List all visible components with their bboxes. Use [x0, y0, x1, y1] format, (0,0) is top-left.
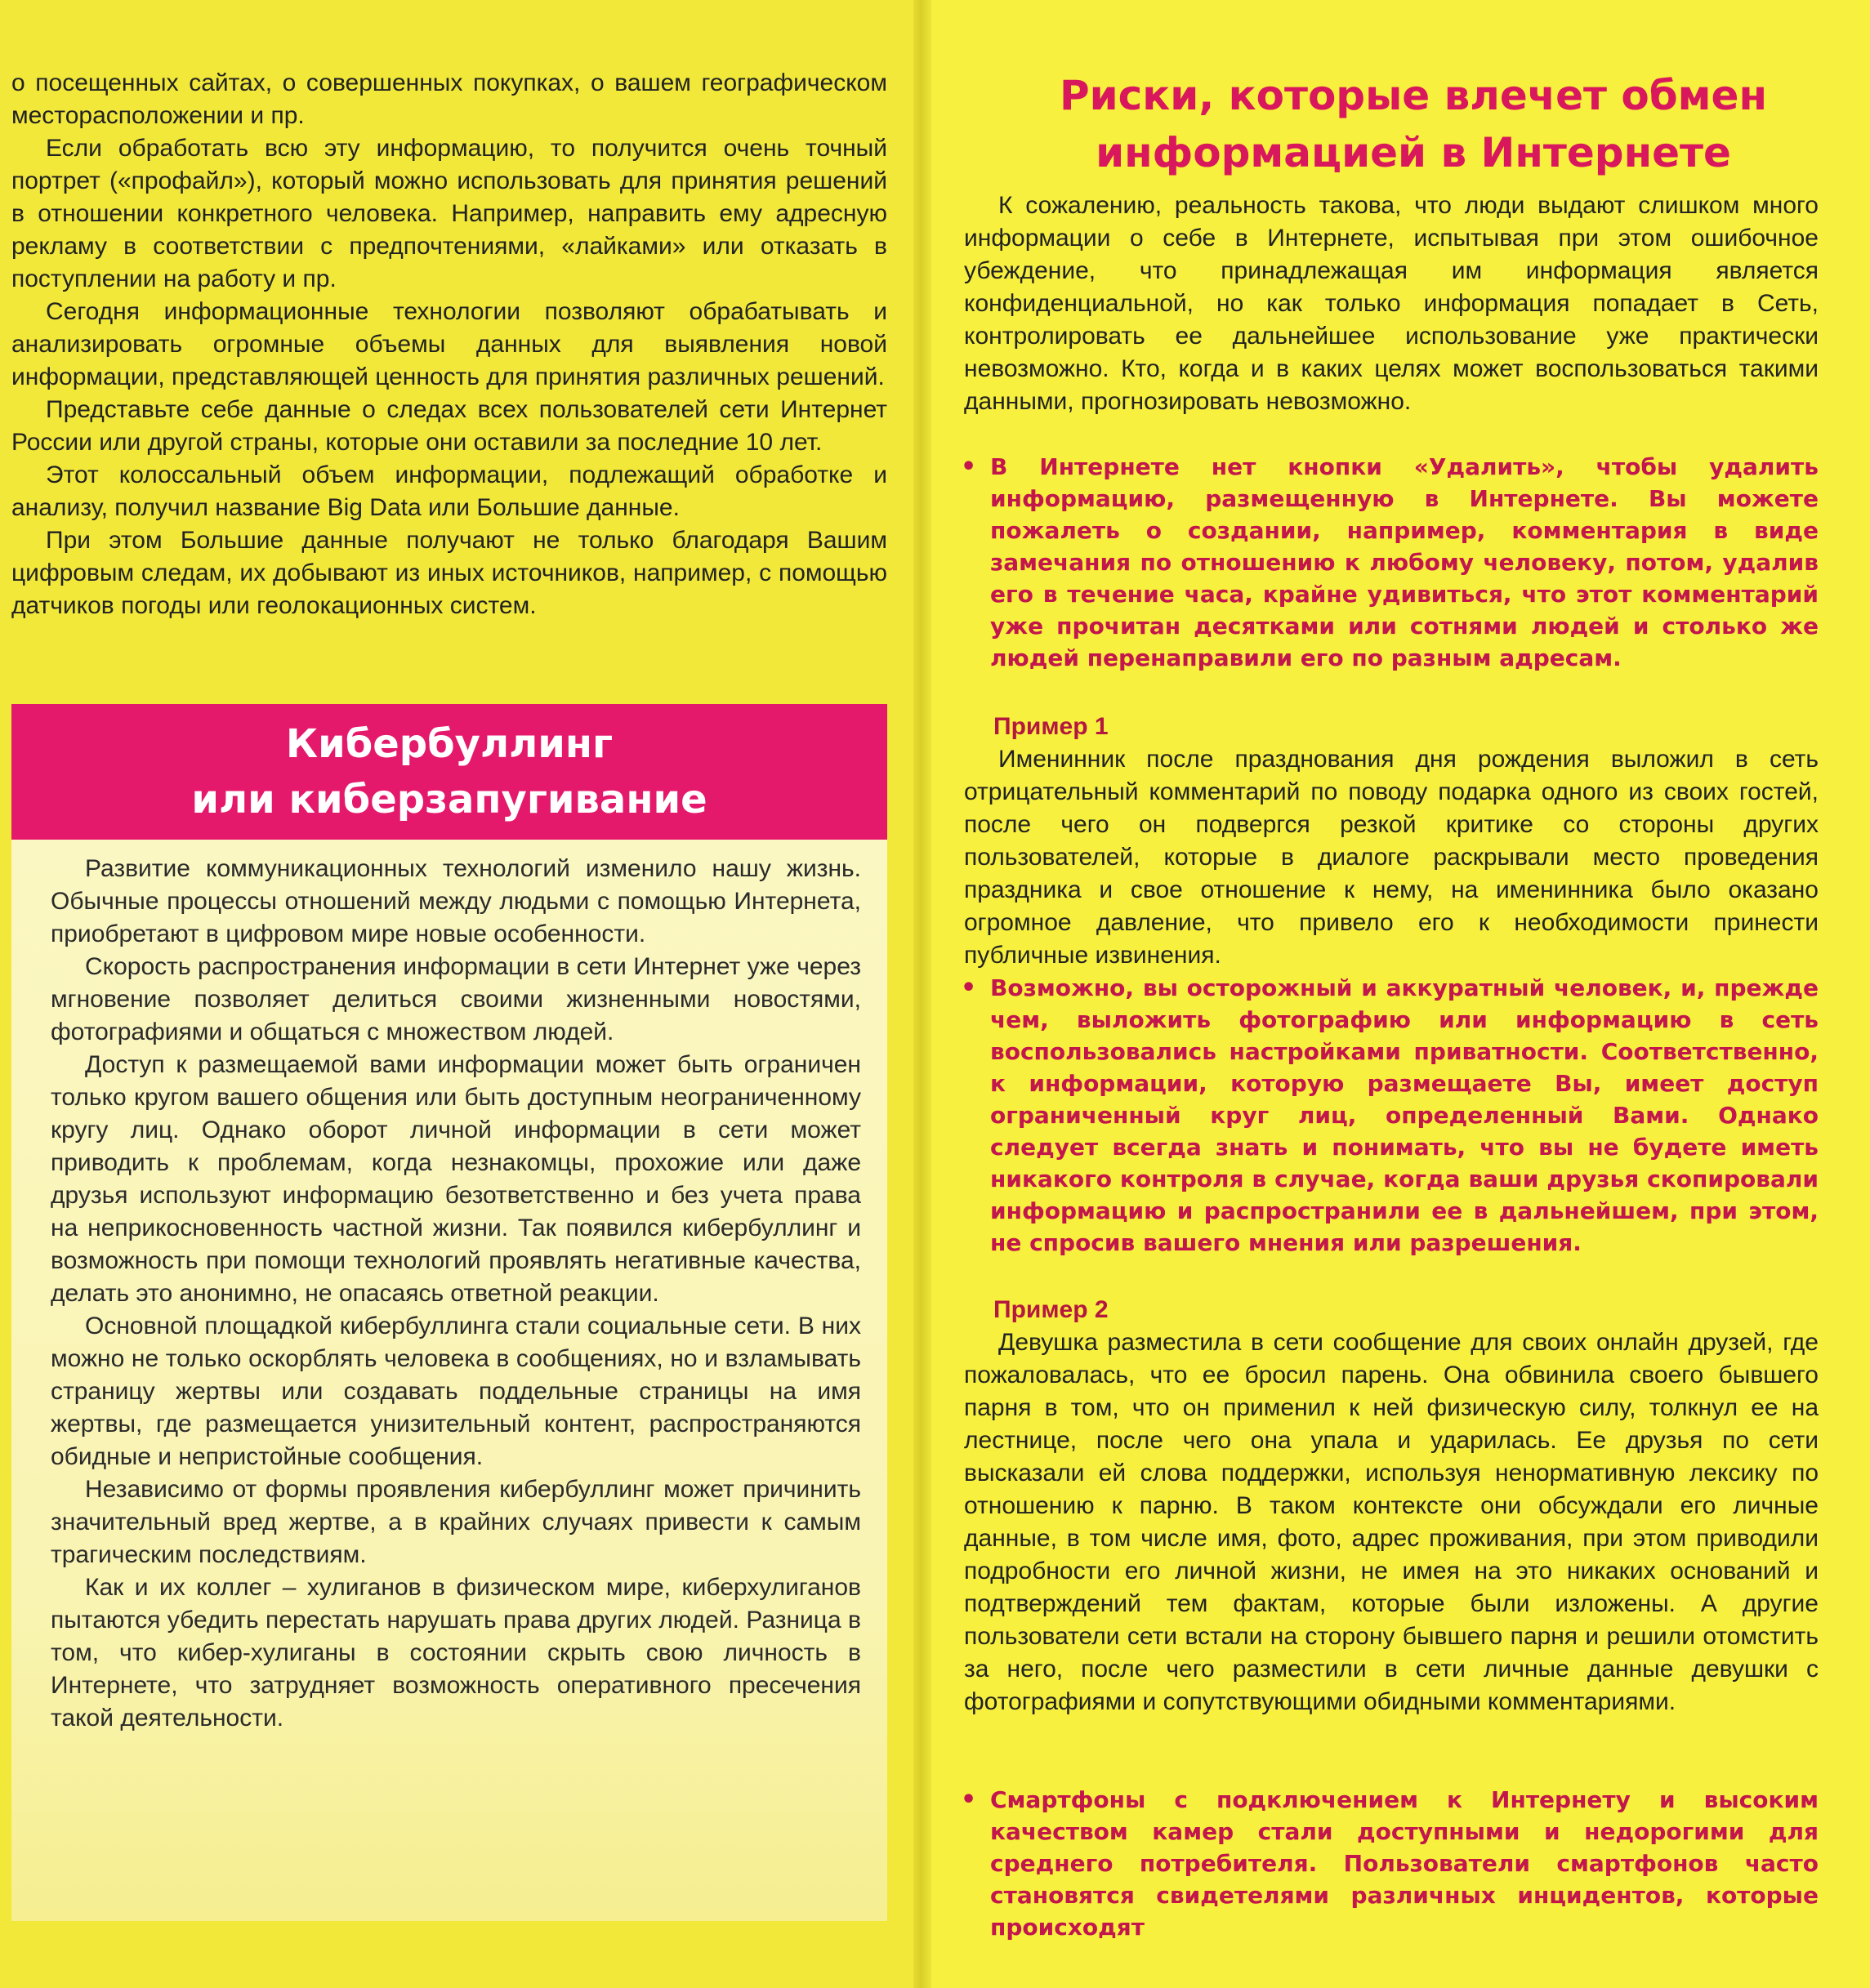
paragraph: Этот колоссальный объем информации, подлежащий обработке и анализу, получил название Big Data или Большие данные.	[11, 461, 887, 521]
page-title	[980, 67, 1846, 181]
right-intro	[964, 189, 1819, 418]
paragraph: Девушка разместила в сети сообщение для своих онлайн друзей, где пожаловалась, что ее бросил парень. Она обвинила своего бывшего парня в том, что он применил к ней физическую силу, толкнул ее на лестнице, после чего она упала и ударилась. Ее друзья по сети высказали ей слова поддержки, используя ненормативную лексику по отношению к парню. В таком контексте они обсуждали его личные данные, в том числе имя, фото, адрес проживания, при этом приводили подробности его личной жизни, не имея на это никаких оснований и подтверждений тем фактам, которые были изложены. А другие пользователи сети встали на сторону бывшего парня и решили отомстить за него, после чего разместили в сети личные данные девушки с фотографиями и сопутствующими обидными комментариями.	[964, 1329, 1819, 1715]
banner-title-line1: Кибербуллинг	[285, 721, 614, 767]
paragraph: Как и их коллег – хулиганов в физическом мире, киберхулиганов пытаются убедить перестать нарушать права других людей. Разница в том, что кибер-хулиганы в состоянии скрыть свою личность в Интернете, что затрудняет возможность оперативного пресечения такой деятельности.	[51, 1574, 861, 1732]
paragraph: Представьте себе данные о следах всех пользователей сети Интернет России или другой страны, которые они оставили за последние 10 лет.	[11, 396, 887, 456]
bullet-item	[961, 972, 1819, 1259]
paragraph: К сожалению, реальность такова, что люди выдают слишком много информации о себе в Интернете, испытывая при этом ошибочное убеждение, что принадлежащая им информация является конфиденциальной, но как только информация попадает в Сеть, контролировать ее дальнейшее использование уже практически невозможно. Кто, когда и в каких целях может воспользоваться такими данными, прогнозировать невозможно.	[964, 192, 1819, 415]
paragraph: Основной площадкой кибербуллинга стали социальные сети. В них можно не только оскорблять человека в сообщениях, но и взламывать страницу жертвы или создавать поддельные страницы на имя жертвы, где размещается унизительный контент, распространяются обидные и непристойные сообщения.	[51, 1313, 861, 1470]
page-fold	[913, 0, 931, 1988]
paragraph: Независимо от формы проявления кибербуллинг может причинить значительный вред жертве, а в крайних случаях привести к самым трагическим последствиям.	[51, 1476, 861, 1568]
paragraph: Если обработать всю эту информацию, то получится очень точный портрет («профайл»), который можно использовать для принятия решений в отношении конкретного человека. Например, направить ему адресную рекламу в соответствии с предпочтениями, «лайками» или отказать в поступлении на работу и пр.	[11, 135, 887, 292]
bullet-dot-icon: •	[961, 452, 977, 481]
cyberbullying-text-box	[11, 840, 887, 1921]
example-label: Пример 1	[993, 713, 1109, 740]
section-banner	[11, 704, 887, 840]
bullet-dot-icon: •	[961, 1785, 977, 1814]
left-page	[0, 0, 915, 1988]
paragraph: Сегодня информационные технологии позволяют обрабатывать и анализировать огромные объемы данных для выявления новой информации, представляющей ценность для принятия различных решений.	[11, 298, 887, 390]
title-line2: информацией в Интернете	[1096, 129, 1731, 176]
example-1	[964, 743, 1819, 972]
paragraph: Именинник после празднования дня рождения выложил в сеть отрицательный комментарий по поводу подарка одного из своих гостей, после чего он подвергся резкой критике со стороны других пользователей, которые в диалоге раскрывали место проведения праздника и свое отношение к нему, на именинника было оказано огромное давление, что привело его к необходимости принести публичные извинения.	[964, 746, 1819, 969]
bullet-item	[961, 451, 1819, 674]
title-line1: Риски, которые влечет обмен	[1059, 72, 1767, 119]
bullet-text: Возможно, вы осторожный и аккуратный человек, и, прежде чем, выложить фотографию или информацию в сеть воспользовались настройками приватности. Соответственно, к информации, которую размещаете Вы, имеет доступ ограниченный круг лиц, определенный Вами. Однако следует всегда знать и понимать, что вы не будете иметь никакого контроля в случае, когда ваши друзья скопировали информацию и распространили ее в дальнейшем, при этом, не спросив вашего мнения или разрешения.	[990, 974, 1819, 1256]
bullet-item	[961, 1784, 1819, 1943]
paragraph: Доступ к размещаемой вами информации может быть ограничен только кругом вашего общения или быть доступным неограниченному кругу лиц. Однако оборот личной информации в сети может приводить к проблемам, когда незнакомцы, прохожие или даже друзья используют информацию безответственно и без учета права на неприкосновенность частной жизни. Так появился кибербуллинг и возможность при помощи технологий проявлять негативные качества, делать это анонимно, не опасаясь ответной реакции.	[51, 1051, 861, 1307]
example-2	[964, 1326, 1819, 1718]
paragraph: о посещенных сайтах, о совершенных покупках, о вашем географическом месторасположении и пр.	[11, 69, 887, 129]
bullet-text: Смартфоны с подключением к Интернету и высоким качеством камер стали доступными и недорогими для среднего потребителя. Пользователи смартфонов часто становятся свидетелями различных инцидентов, которые происходят	[990, 1786, 1819, 1941]
paragraph: Развитие коммуникационных технологий изменило нашу жизнь. Обычные процессы отношений между людьми с помощью Интернета, приобретают в цифровом мире новые особенности.	[51, 855, 861, 947]
bullet-text: В Интернете нет кнопки «Удалить», чтобы удалить информацию, размещенную в Интернете. Вы можете пожалеть о создании, например, комментария в виде замечания по отношению к любому человеку, потом, удалив его в течение часа, крайне удивиться, что этот комментарий уже прочитан десятками или сотнями людей и столько же людей перенаправили его по разным адресам.	[990, 453, 1819, 671]
right-page	[931, 0, 1870, 1988]
left-intro-text	[11, 67, 887, 622]
banner-title-line2: или киберзапугивание	[191, 777, 707, 822]
example-label: Пример 2	[993, 1296, 1109, 1323]
paragraph: При этом Большие данные получают не только благодаря Вашим цифровым следам, их добывают из иных источников, например, с помощью датчиков погоды или геолокационных систем.	[11, 527, 887, 619]
bullet-dot-icon: •	[961, 974, 977, 1002]
paragraph: Скорость распространения информации в сети Интернет уже через мгновение позволяет делиться своими жизненными новостями, фотографиями и общаться с множеством людей.	[51, 953, 861, 1045]
